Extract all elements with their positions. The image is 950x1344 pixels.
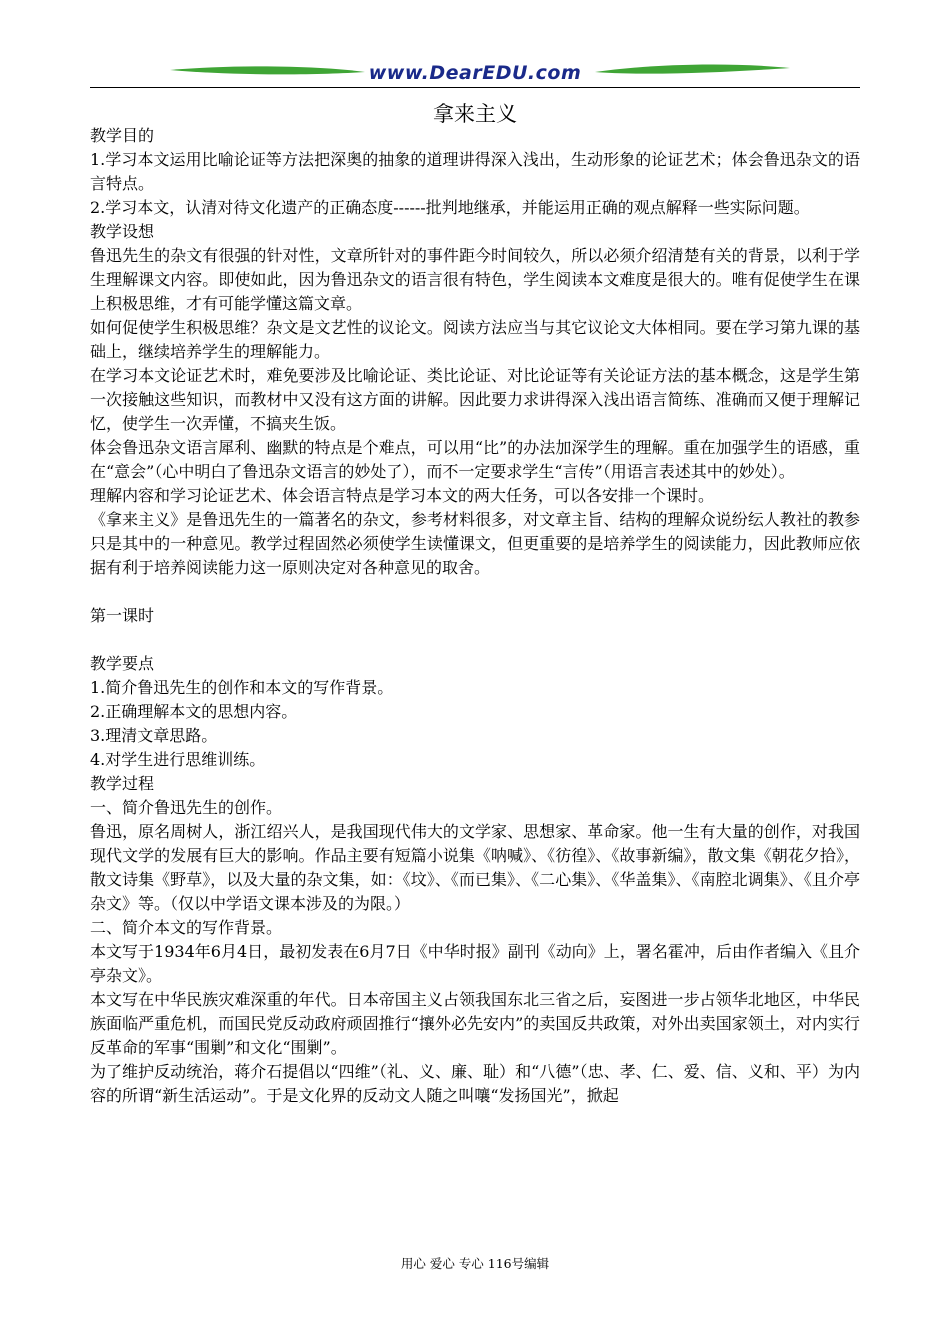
paragraph: 二、简介本文的写作背景。 [90, 918, 283, 937]
paragraph: 体会鲁迅杂文语言犀利、幽默的特点是个难点，可以用“比”的办法加深学生的理解。重在加强学生的语感，重在“意会”（心中明白了鲁迅杂文语言的妙处了），而不一定要求学生“言传”（用语言表述其中的妙处）。 [90, 438, 860, 481]
paragraph: 在学习本文论证艺术时，难免要涉及比喻论证、类比论证、对比论证等有关论证方法的基本概念，这是学生第一次接触这些知识，而教材中又没有这方面的讲解。因此要力求讲得深入浅出语言简练、准确而又便于理解记忆，使学生一次弄懂，不搞夹生饭。 [90, 366, 860, 433]
blank-line [90, 628, 860, 652]
paragraph: 本文写于1934年6月4日，最初发表在6月7日《中华时报》副刊《动向》上，署名霍冲，后由作者编入《且介亭杂文》。 [90, 942, 860, 985]
paragraph: 鲁迅先生的杂文有很强的针对性，文章所针对的事件距今时间较久，所以必须介绍清楚有关的背景，以利于学生理解课文内容。即使如此，因为鲁迅杂文的语言很有特色，学生阅读本文难度是很大的。唯有促使学生在课上积极思维，才有可能学懂这篇文章。 [90, 246, 860, 313]
paragraph: 《拿来主义》是鲁迅先生的一篇著名的杂文，参考材料很多，对文章主旨、结构的理解众说纷纭人教社的教参只是其中的一种意见。教学过程固然必须使学生读懂课文，但更重要的是培养学生的阅读能力，因此教师应依据有利于培养阅读能力这一原则决定对各种意见的取舍。 [90, 510, 860, 577]
site-logo-text: www.DearEDU.com [368, 62, 582, 84]
paragraph: 鲁迅，原名周树人，浙江绍兴人，是我国现代伟大的文学家、思想家、革命家。他一生有大量的创作，对我国现代文学的发展有巨大的影响。作品主要有短篇小说集《呐喊》、《彷徨》、《故事新编》，散文集《朝花夕拾》，散文诗集《野草》，以及大量的杂文集，如：《坟》、《而已集》、《二心集》、《华盖集》、《南腔北调集》、《且介亭杂文》等。（仅以中学语文课本涉及的为限。） [90, 822, 860, 913]
paragraph: 1.简介鲁迅先生的创作和本文的写作背景。 [90, 678, 394, 697]
paragraph: 2.学习本文，认清对待文化遗产的正确态度------批判地继承，并能运用正确的观点解释一些实际问题。 [90, 198, 810, 217]
document-body [90, 124, 860, 1108]
paragraph: 3.理清文章思路。 [90, 726, 218, 745]
paragraph: 1.学习本文运用比喻论证等方法把深奥的抽象的道理讲得深入浅出，生动形象的论证艺术；体会鲁迅杂文的语言特点。 [90, 150, 860, 193]
document-title: 拿来主义 [433, 102, 517, 126]
paragraph: 第一课时 [90, 606, 155, 625]
header-rule [90, 87, 860, 88]
paragraph: 教学目的 [90, 126, 155, 145]
blank-line [90, 580, 860, 604]
paragraph: 2.正确理解本文的思想内容。 [90, 702, 298, 721]
paragraph: 理解内容和学习论证艺术、体会语言特点是学习本文的两大任务，可以各安排一个课时。 [90, 486, 715, 505]
paragraph: 教学设想 [90, 222, 155, 241]
paragraph: 一、简介鲁迅先生的创作。 [90, 798, 283, 817]
paragraph: 教学过程 [90, 774, 155, 793]
paragraph: 如何促使学生积极思维？杂文是文艺性的议论文。阅读方法应当与其它议论文大体相同。要在学习第九课的基础上，继续培养学生的理解能力。 [90, 318, 860, 361]
page-footer: 用心 爱心 专心 116号编辑 [400, 1256, 550, 1271]
paragraph: 本文写在中华民族灾难深重的年代。日本帝国主义占领我国东北三省之后，妄图进一步占领华北地区，中华民族面临严重危机，而国民党反动政府顽固推行“攘外必先安内”的卖国反共政策，对外出卖国家领土，对内实行反革命的军事“围剿”和文化“围剿”。 [90, 990, 860, 1057]
paragraph: 为了维护反动统治，蒋介石提倡以“四维”（礼、义、廉、耻）和“八德”（忠、孝、仁、爱、信、义和、平）为内容的所谓“新生活运动”。于是文化界的反动文人随之叫嚷“发扬国光”，掀起 [90, 1062, 860, 1105]
paragraph: 4.对学生进行思维训练。 [90, 750, 266, 769]
paragraph: 教学要点 [90, 654, 155, 673]
